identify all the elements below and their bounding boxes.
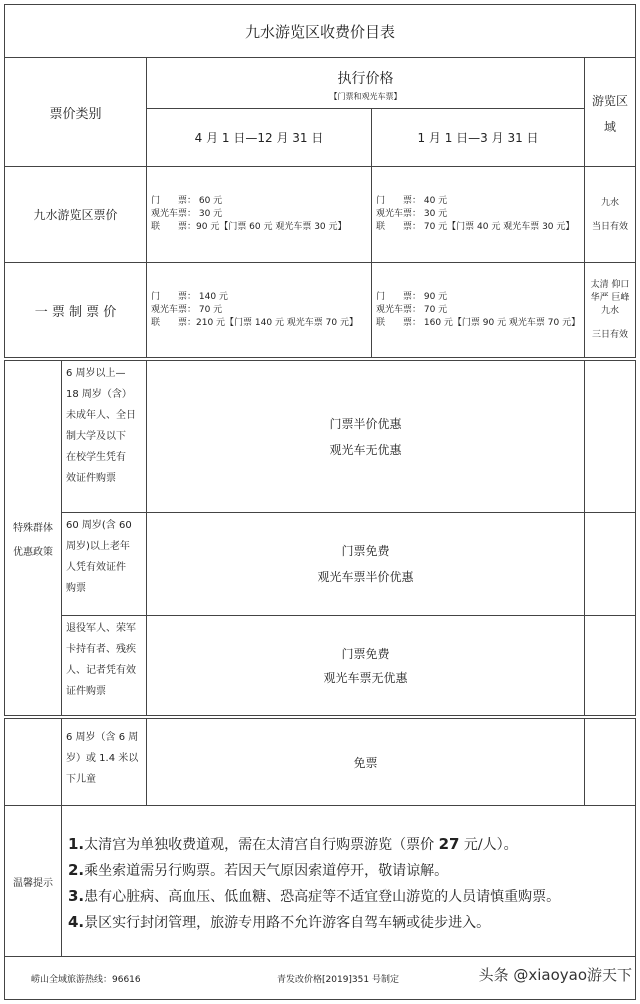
area-cell-children <box>584 718 636 806</box>
row-onepass-label-text: 一 票 制 票 价 <box>34 304 117 320</box>
row-onepass-label <box>4 262 147 358</box>
tip-price: 27 <box>438 835 460 853</box>
area-validity: 当日有效 <box>591 222 628 232</box>
price-line: 门 票： 140 元 <box>151 292 228 302</box>
page-title: 九水游览区收费价目表 <box>244 22 395 41</box>
special-label-line2: 优惠政策 <box>13 547 53 558</box>
price-line: 联 票： 70 元【门票 40 元 观光车票 30 元】 <box>376 222 575 232</box>
tip-item <box>68 834 518 854</box>
row-jiushui-area <box>584 166 636 263</box>
footer-hotline: 崂山全域旅游热线：96616 <box>31 975 141 985</box>
exec-price-note: 【门票和观光车票】 <box>329 92 402 101</box>
condition-line: 卡持有者、残疾 <box>66 644 136 655</box>
condition-line: 退役军人、荣军 <box>66 623 136 634</box>
price-line: 观光车票： 70 元 <box>151 305 223 315</box>
special-label-line1: 特殊群体 <box>13 523 53 534</box>
area-text: 九水 <box>600 306 619 316</box>
policy-line: 门票半价优惠 <box>329 417 402 431</box>
condition-line: 人凭有效证件 <box>66 562 126 573</box>
tip-text-tail: 元/人）。 <box>459 837 518 853</box>
season-high-header <box>146 108 372 167</box>
tips-label-cell <box>4 805 62 957</box>
tip-number: 4. <box>68 913 85 931</box>
condition-line: 60 周岁(含 60 <box>66 520 132 531</box>
category-header <box>4 57 147 167</box>
condition-line: 周岁)以上老年 <box>66 541 130 552</box>
watermark-text: 头条 @xiaoyao游天下 <box>478 966 632 984</box>
price-line: 联 票： 160 元【门票 90 元 观光车票 70 元】 <box>376 318 581 328</box>
price-line: 门 票： 40 元 <box>376 196 448 206</box>
tip-item <box>68 912 490 932</box>
tip-text: 景区实行封闭管理，旅游专用路不允许游客自驾车辆或徒步进入。 <box>84 915 491 931</box>
tip-item <box>68 860 448 880</box>
exec-price-header <box>146 57 585 109</box>
special-label-cell <box>4 360 62 716</box>
condition-line: 未成年人、全日 <box>66 410 136 421</box>
tip-text: 太清宫为单独收费道观，需在太清宫自行购票游览（票价 <box>84 837 439 853</box>
category-label: 票价类别 <box>49 106 102 122</box>
area-cell-seniors <box>584 512 636 616</box>
tip-item <box>68 886 560 906</box>
footer-approval: 青发改价格[2019]351 号制定 <box>277 975 399 985</box>
price-line: 门 票： 90 元 <box>376 292 448 302</box>
policy-cell-veterans <box>146 615 585 716</box>
policy-cell-seniors <box>146 512 585 616</box>
tip-number: 2. <box>68 861 85 879</box>
tip-number: 3. <box>68 887 85 905</box>
condition-line: 在校学生凭有 <box>66 452 126 463</box>
season-low-label: 1 月 1 日—3 月 31 日 <box>417 131 539 145</box>
row-onepass-high <box>146 262 372 358</box>
condition-line: 人、记者凭有效 <box>66 665 136 676</box>
area-text: 太清 仰口 <box>590 280 630 290</box>
price-line: 观光车票： 30 元 <box>376 209 448 219</box>
tip-number: 1. <box>68 835 85 853</box>
exec-price-label: 执行价格 <box>337 71 394 87</box>
area-header <box>584 57 636 167</box>
area-validity: 三日有效 <box>591 330 628 340</box>
condition-line: 制大学及以下 <box>66 431 126 442</box>
season-low-header <box>371 108 585 167</box>
tips-content <box>61 805 636 957</box>
condition-line: 18 周岁（含） <box>66 389 132 400</box>
policy-line: 门票免费 <box>341 647 390 661</box>
condition-line: 购票 <box>66 583 86 594</box>
price-line: 观光车票： 70 元 <box>376 305 448 315</box>
policy-cell-students <box>146 360 585 513</box>
condition-line: 下儿童 <box>66 774 96 785</box>
condition-line: 效证件购票 <box>66 473 116 484</box>
condition-cell-veterans <box>61 615 147 716</box>
area-text: 华严 巨峰 <box>590 293 630 303</box>
row-jiushui-high <box>146 166 372 263</box>
title-cell <box>4 4 636 58</box>
children-policy: 免票 <box>353 755 378 770</box>
price-line: 门 票： 60 元 <box>151 196 223 206</box>
condition-line: 6 周岁以上— <box>66 368 126 379</box>
row-jiushui-label-text: 九水游览区票价 <box>33 208 118 222</box>
price-line: 联 票：90 元【门票 60 元 观光车票 30 元】 <box>151 222 347 232</box>
row-jiushui-label <box>4 166 147 263</box>
area-text: 九水 <box>600 198 619 208</box>
area-header-line1: 游览区 <box>591 94 628 108</box>
row-onepass-low <box>371 262 585 358</box>
policy-cell-children <box>146 718 585 806</box>
policy-line: 门票免费 <box>341 544 390 558</box>
policy-line: 观光车票无优惠 <box>323 671 408 685</box>
policy-line: 观光车无优惠 <box>329 443 402 457</box>
tips-label: 温馨提示 <box>13 877 53 889</box>
children-label-cell <box>4 718 62 806</box>
condition-line: 岁）或 1.4 米以 <box>66 753 139 764</box>
row-onepass-area <box>584 262 636 358</box>
area-cell-veterans <box>584 615 636 716</box>
area-header-line2: 域 <box>603 120 616 134</box>
condition-cell-children <box>61 718 147 806</box>
tip-text: 患有心脏病、高血压、低血糖、恐高症等不适宜登山游览的人员请慎重购票。 <box>84 889 561 905</box>
condition-cell-seniors <box>61 512 147 616</box>
condition-line: 证件购票 <box>66 686 106 697</box>
condition-cell-students <box>61 360 147 513</box>
tip-text: 乘坐索道需另行购票。若因天气原因索道停开，敬请谅解。 <box>84 863 449 879</box>
area-cell-students <box>584 360 636 513</box>
policy-line: 观光车票半价优惠 <box>317 570 414 584</box>
price-line: 联 票：210 元【门票 140 元 观光车票 70 元】 <box>151 318 358 328</box>
condition-line: 6 周岁（含 6 周 <box>66 732 139 743</box>
row-jiushui-low <box>371 166 585 263</box>
season-high-label: 4 月 1 日—12 月 31 日 <box>194 131 324 145</box>
price-line: 观光车票： 30 元 <box>151 209 223 219</box>
